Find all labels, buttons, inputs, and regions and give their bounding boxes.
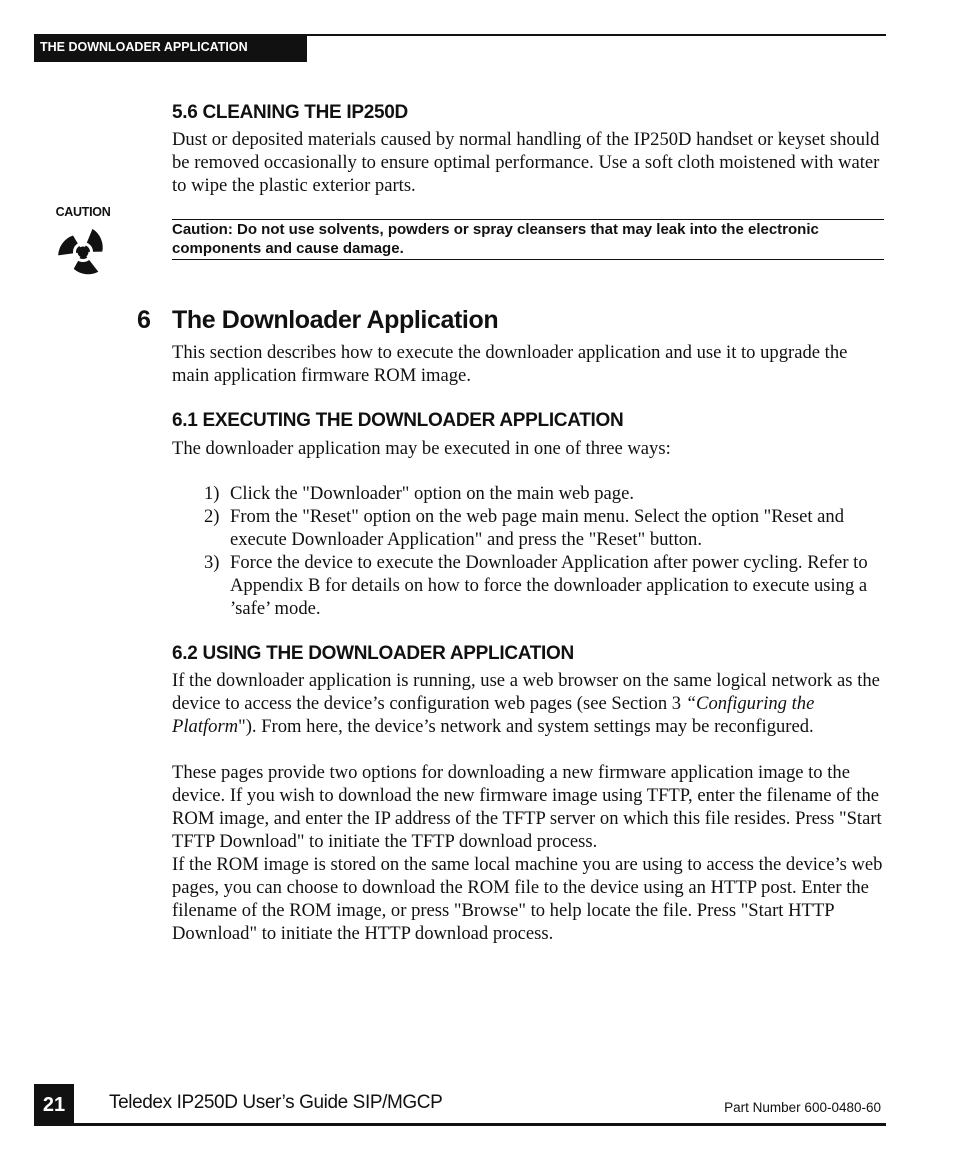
caution-notice: Caution: Do not use solvents, powders or spray cleansers that may leak into the electronic components and cause damage. <box>172 219 884 260</box>
section-6-2-paragraph-2: These pages provide two options for downloading a new firmware application image to the device. If you wish to download the new firmware image using TFTP, enter the filename of the ROM image, and enter the IP address of the TFTP server on which this file resides. Press "Start TFTP Download" to initiate the TFTP download process. <box>172 762 882 852</box>
caution-icon-block <box>50 205 116 283</box>
list-item-number: 3) <box>204 552 220 573</box>
section-6-2-body <box>172 669 888 945</box>
section-reference: “Configuring the Platform <box>172 693 815 737</box>
document-title: Teledex IP250D User’s Guide SIP/MGCP <box>109 1092 443 1113</box>
section-6-1-heading: 6.1 EXECUTING THE DOWNLOADER APPLICATION <box>172 410 624 431</box>
section-5-6-paragraph: Dust or deposited materials caused by normal handling of the IP250D handset or keyset should be removed occasionally to ensure optimal performance. Use a soft cloth moistened with water to wipe the plastic exterior parts. <box>172 129 880 196</box>
section-5-6-heading: 5.6 CLEANING THE IP250D <box>172 102 408 123</box>
section-5-6-body <box>172 128 888 197</box>
section-6-2-heading: 6.2 USING THE DOWNLOADER APPLICATION <box>172 643 574 664</box>
list-item-text: Click the "Downloader" option on the main web page. <box>230 483 635 504</box>
list-item <box>204 551 874 620</box>
running-header <box>34 34 886 62</box>
list-item-text: Force the device to execute the Downloader Application after power cycling. Refer to Appendix B for details on how to force the downloader application to execute using a ’safe’ mode. <box>230 552 868 619</box>
paragraph-text: If the downloader application is running, use a web browser on the same logical network as the device to access the device’s configuration web pages (see Section 3 <box>172 670 880 714</box>
list-item <box>204 505 874 551</box>
list-item-text: From the "Reset" option on the web page main menu. Select the option "Reset and execute Downloader Application" and press the "Reset" button. <box>230 506 845 550</box>
section-6-2-paragraph-3: If the ROM image is stored on the same local machine you are using to access the device’s web pages, you can choose to download the ROM file to the device using an HTTP post. Enter the filename of the ROM image, or press "Browse" to help locate the file. Press "Start HTTP Download" to initiate the HTTP download process. <box>172 854 883 944</box>
header-rule <box>307 34 886 36</box>
section-6-1-intro-paragraph: The downloader application may be executed in one of three ways: <box>172 438 671 459</box>
list-item-number: 1) <box>204 483 220 504</box>
execution-steps-list <box>204 482 874 620</box>
part-number: Part Number 600-0480-60 <box>724 1100 881 1115</box>
chapter-6-intro-paragraph: This section describes how to execute the downloader application and use it to upgrade the main application firmware ROM image. <box>172 342 848 386</box>
header-tab-label: THE DOWNLOADER APPLICATION <box>34 34 307 62</box>
list-item-number: 2) <box>204 506 220 527</box>
caution-label: CAUTION <box>55 205 111 219</box>
paragraph-text: "). From here, the device’s network and system settings may be reconfigured. <box>238 716 814 737</box>
footer-rule <box>34 1123 886 1126</box>
chapter-6-intro <box>172 341 888 387</box>
radiation-hazard-icon <box>52 221 114 281</box>
page-footer <box>34 1084 886 1126</box>
chapter-number: 6 <box>137 306 151 334</box>
page-number: 21 <box>34 1084 74 1126</box>
list-item <box>204 482 874 505</box>
chapter-6-heading <box>137 306 498 335</box>
chapter-title: The Downloader Application <box>172 306 499 334</box>
section-6-2-paragraph-1 <box>172 669 888 738</box>
section-6-1-intro <box>172 437 888 460</box>
